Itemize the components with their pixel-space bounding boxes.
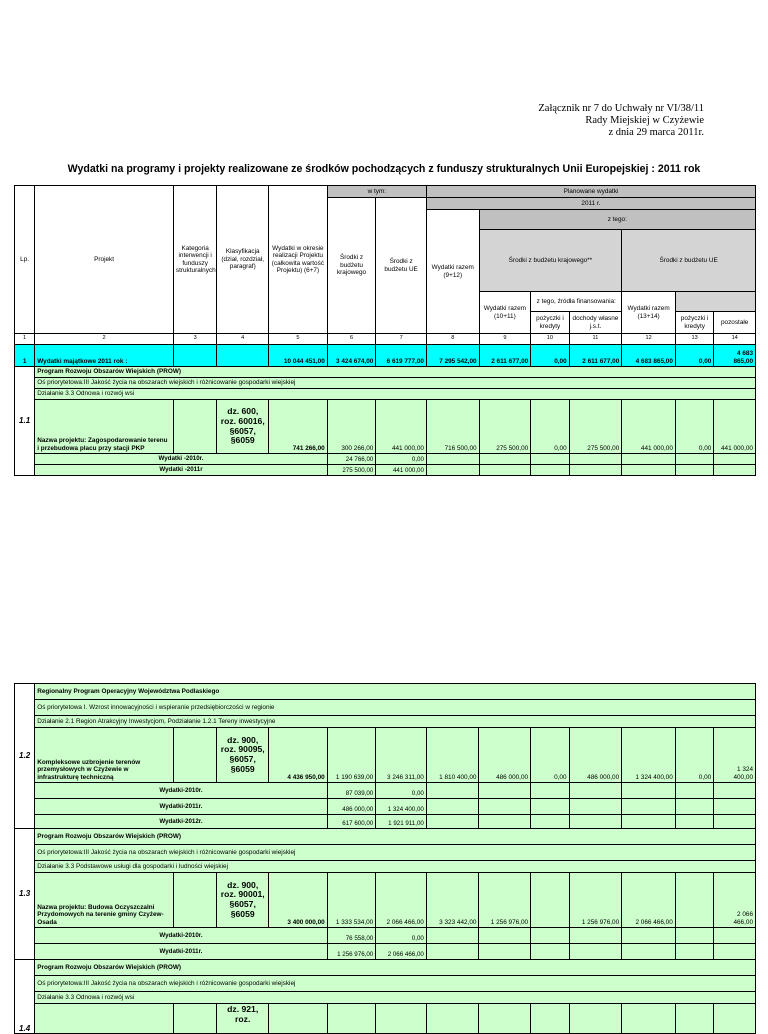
project-c5: 4 436 950,00 [269, 728, 328, 783]
header-planowane: Planowane wydatki [426, 186, 755, 198]
summary-row [15, 345, 756, 367]
column-number: 3 [173, 334, 217, 345]
header-pozyczki: pożyczki i kredyty [531, 312, 569, 334]
project-c10: 0,00 [531, 400, 569, 454]
project-c14: 1 324 400,00 [714, 728, 756, 783]
year-label: Wydatki-2010r. [35, 928, 327, 944]
column-number: 14 [714, 334, 756, 345]
year-label: Wydatki -2010r. [35, 454, 328, 465]
year-c7: 0,00 [376, 454, 427, 465]
year-label: Wydatki-2011r. [35, 799, 327, 815]
summary-c14: 4 683 865,00 [714, 345, 756, 367]
project-row [15, 1004, 756, 1034]
summary-label: Wydatki majątkowe 2011 rok : [35, 345, 174, 367]
column-number: 9 [479, 334, 531, 345]
action-name: Działanie 3.3 Odnowa i rozwój wsi [35, 389, 756, 400]
year-c6: 87 039,00 [327, 783, 376, 799]
year-c7: 1 324 400,00 [376, 799, 427, 815]
column-number: 5 [269, 334, 328, 345]
header-dochody: dochody własne j.s.t. [569, 312, 622, 334]
column-number: 10 [531, 334, 569, 345]
program-name: Regionalny Program Operacyjny Województwa Podlaskiego [35, 684, 756, 700]
header-wydatki-13-14: Wydatki razem (13+14) [622, 292, 676, 334]
column-number-row [15, 334, 756, 345]
annex-line-2: Rady Miejskiej w Czyżewie [585, 115, 704, 126]
project-c8: 716 500,00 [426, 400, 479, 454]
year-c6: 486 000,00 [327, 799, 376, 815]
year-row [15, 928, 756, 944]
header-budzet-krajowy: Środki z budżetu krajowego** [479, 230, 622, 292]
header-pozyczki-ue: pożyczki i kredyty [675, 312, 713, 334]
project-row [15, 728, 756, 783]
summary-c10: 0,00 [531, 345, 569, 367]
program-name: Program Rozwoju Obszarów Wiejskich (PROW) [35, 367, 756, 378]
project-c11: 275 500,00 [569, 400, 622, 454]
project-classification: dz. 900, roz. 90001, §6057, §6059 [217, 873, 269, 928]
header-lp: Lp. [15, 186, 35, 334]
header-kategoria: Kategoria interwencji i funduszy strukturalnych [173, 186, 217, 334]
document-title: Wydatki na programy i projekty realizowane ze środków pochodzących z funduszy strukturalnych Unii Europejskiej : 2011 rok [67, 163, 701, 175]
project-row [15, 873, 756, 928]
project-category [173, 400, 217, 454]
project-c7: 2 066 466,00 [376, 873, 427, 928]
column-number: 2 [35, 334, 174, 345]
header-pozostale: pozostałe [714, 312, 756, 334]
project-c9: 275 500,00 [479, 400, 531, 454]
annex-line-1: Załącznik nr 7 do Uchwały nr VI/38/11 [538, 103, 704, 114]
project-name: Nazwa projektu: Budowa Oczyszczalni Przydomowych na terenie gminy Czyżew-Osada [35, 873, 174, 928]
project-c11: 1 256 976,00 [569, 873, 622, 928]
year-label: Wydatki-2011r. [35, 944, 327, 960]
expenditure-table-bottom [14, 683, 756, 1034]
year-c7: 0,00 [376, 928, 427, 944]
header-srodki-krajowe: Środki z budżetu krajowego [327, 198, 376, 334]
summary-empty [173, 345, 217, 367]
year-row [15, 465, 756, 476]
program-name: Program Rozwoju Obszarów Wiejskich (PROW) [35, 829, 756, 845]
year-row [15, 815, 756, 829]
project-c5: 741 266,00 [269, 400, 328, 454]
action-name: Działanie 3.3 Odnowa i rozwój wsi [35, 992, 756, 1004]
project-name: Kompleksowe uzbrojenie terenów przemysłowych w Czyżewie w infrastrukturę techniczną [35, 728, 174, 783]
year-c7: 2 066 466,00 [376, 944, 427, 960]
year-row [15, 783, 756, 799]
priority-axis: Oś priorytetowa:III Jakość życia na obszarach wiejskich i różnicowanie gospodarki wiejskiej [35, 845, 756, 861]
column-number: 12 [622, 334, 676, 345]
summary-c12: 4 683 865,00 [622, 345, 676, 367]
year-c6: 24 766,00 [327, 454, 376, 465]
project-c7: 441 000,00 [376, 400, 427, 454]
project-lp: 1.1 [15, 367, 35, 476]
project-category [173, 873, 217, 928]
priority-axis: Oś priorytetowa I. Wzrost innowacyjności i wspieranie przedsiębiorczości w regionie [35, 700, 756, 716]
summary-lp: 1 [15, 345, 35, 367]
project-c6: 300 266,00 [327, 400, 376, 454]
header-z-tego: z tego: [479, 210, 755, 230]
header-rok: 2011 r. [426, 198, 755, 210]
year-c6: 1 256 976,00 [327, 944, 376, 960]
priority-axis: Oś priorytetowa:III Jakość życia na obszarach wiejskich i różnicowanie gospodarki wiejskiej [35, 378, 756, 389]
project-c6: 1 333 534,00 [327, 873, 376, 928]
project-name [35, 1004, 174, 1034]
header-wydatki-razem: Wydatki razem (9+12) [426, 210, 479, 334]
header-zrodla: z tego, źródła finansowania: [531, 292, 622, 312]
project-c9: 486 000,00 [479, 728, 531, 783]
year-label: Wydatki -2011r [35, 465, 328, 476]
column-number: 7 [376, 334, 427, 345]
year-c7: 0,00 [376, 783, 427, 799]
year-c6: 275 500,00 [327, 465, 376, 476]
summary-empty [217, 345, 269, 367]
annex-line-3: z dnia 29 marca 2011r. [608, 127, 704, 138]
project-name: Nazwa projektu: Zagospodarowanie terenu i przebudowa placu przy stacji PKP [35, 400, 174, 454]
year-c6: 617 600,00 [327, 815, 376, 829]
summary-c7: 6 619 777,00 [376, 345, 427, 367]
action-name: Działanie 2.1 Region Atrakcyjny Inwestycjom, Podziałanie 1.2.1 Tereny inwestycyjne [35, 716, 756, 728]
summary-c6: 3 424 674,00 [327, 345, 376, 367]
project-c13 [675, 873, 713, 928]
priority-axis: Oś priorytetowa:III Jakość życia na obszarach wiejskich i różnicowanie gospodarki wiejskiej [35, 976, 756, 992]
project-c14: 441 000,00 [714, 400, 756, 454]
project-c12: 2 066 466,00 [622, 873, 676, 928]
program-name: Program Rozwoju Obszarów Wiejskich (PROW) [35, 960, 756, 976]
project-lp: 1.4 [15, 960, 35, 1034]
column-number: 4 [217, 334, 269, 345]
column-number: 1 [15, 334, 35, 345]
expenditure-table-top [14, 185, 756, 476]
summary-c9: 2 611 677,00 [479, 345, 531, 367]
header-projekt: Projekt [35, 186, 174, 334]
project-classification: dz. 921, roz. [217, 1004, 269, 1034]
project-classification: dz. 600, roz. 60016, §6057, §6059 [217, 400, 269, 454]
column-number: 13 [675, 334, 713, 345]
column-number: 6 [327, 334, 376, 345]
summary-c5: 10 044 451,00 [269, 345, 328, 367]
project-c12: 441 000,00 [622, 400, 676, 454]
project-classification: dz. 900, roz. 90095, §6057, §6059 [217, 728, 269, 783]
annex-note [538, 103, 704, 139]
year-row [15, 454, 756, 465]
project-c7: 3 246 311,00 [376, 728, 427, 783]
project-row [15, 400, 756, 454]
header-wydatki-okres: Wydatki w okresie realizacji Projektu (całkowita wartość Projektu) (6+7) [269, 186, 328, 334]
year-c7: 441 000,00 [376, 465, 427, 476]
project-c10: 0,00 [531, 728, 569, 783]
project-c11: 486 000,00 [569, 728, 622, 783]
year-row [15, 799, 756, 815]
project-c5: 3 400 000,00 [269, 873, 328, 928]
project-c12: 1 324 400,00 [622, 728, 676, 783]
year-c6: 76 558,00 [327, 928, 376, 944]
project-c10 [531, 873, 569, 928]
summary-c11: 2 611 677,00 [569, 345, 622, 367]
project-lp: 1.3 [15, 829, 35, 960]
project-c13: 0,00 [675, 400, 713, 454]
project-c14: 2 066 466,00 [714, 873, 756, 928]
header-srodki-ue: Środki z budżetu UE [376, 198, 427, 334]
project-c13: 0,00 [675, 728, 713, 783]
header-wydatki-10-11: Wydatki razem (10+11) [479, 292, 531, 334]
project-lp: 1.2 [15, 684, 35, 829]
column-number: 8 [426, 334, 479, 345]
project-c9: 1 256 976,00 [479, 873, 531, 928]
project-category [173, 1004, 217, 1034]
summary-c8: 7 295 542,00 [426, 345, 479, 367]
header-ue-empty [675, 292, 755, 312]
project-c8: 3 323 442,00 [426, 873, 479, 928]
year-label: Wydatki-2010r. [35, 783, 327, 799]
summary-c13: 0,00 [675, 345, 713, 367]
year-row [15, 944, 756, 960]
action-name: Działanie 3.3 Podstawowe usługi dla gospodarki i ludności wiejskiej [35, 861, 756, 873]
project-c6: 1 190 639,00 [327, 728, 376, 783]
year-label: Wydatki-2012r. [35, 815, 327, 829]
column-number: 11 [569, 334, 622, 345]
header-budzet-ue: Środki z budżetu UE [622, 230, 756, 292]
header-klasyfikacja: Klasyfikacja (dział, rozdział, paragraf) [217, 186, 269, 334]
year-c7: 1 921 911,00 [376, 815, 427, 829]
header-w-tym: w tym: [327, 186, 426, 198]
project-c8: 1 810 400,00 [426, 728, 479, 783]
project-category [173, 728, 217, 783]
